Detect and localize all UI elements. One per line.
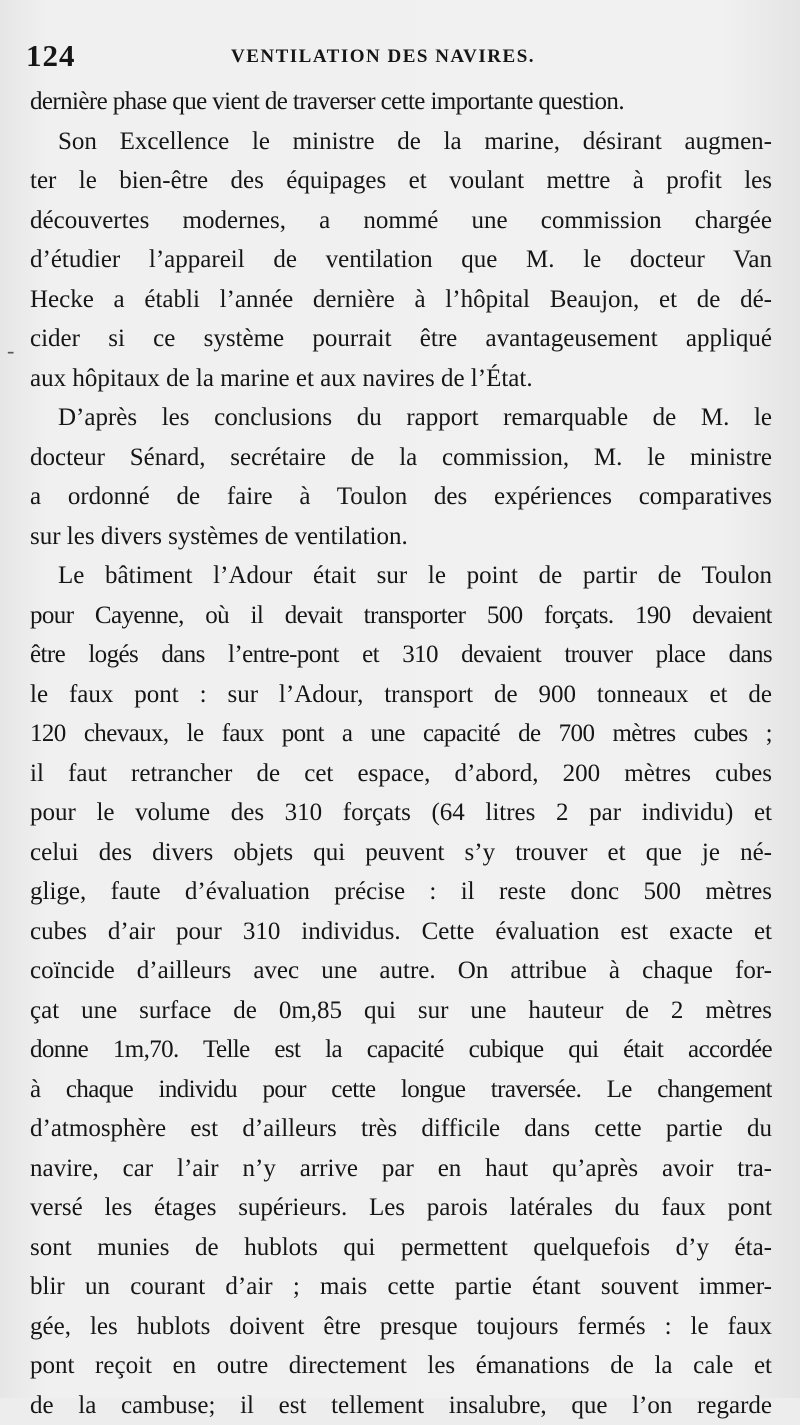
text-line: d’étudier l’appareil de ventilation que M. le docteur Van: [30, 240, 772, 280]
text-line: aux hôpitaux de la marine et aux navires de l’État.: [30, 359, 772, 399]
text-line: dernière phase que vient de traverser cette importante question.: [30, 82, 772, 122]
text-line: cider si ce système pourrait être avantageusement appliqué: [30, 319, 772, 359]
text-line: cubes d’air pour 310 individus. Cette évaluation est exacte et: [30, 912, 772, 952]
text-line: de la cambuse; il est tellement insalubre, que l’on regarde: [30, 1386, 772, 1425]
text-line: 120 chevaux, le faux pont a une capacité de 700 mètres cubes ;: [30, 714, 772, 754]
page-number: 124: [26, 38, 76, 74]
text-line: pour le volume des 310 forçats (64 litres 2 par individu) et: [30, 793, 772, 833]
text-line: Hecke a établi l’année dernière à l’hôpital Beaujon, et de dé-: [30, 280, 772, 320]
text-line: ter le bien-être des équipages et voulant mettre à profit les: [30, 161, 772, 201]
text-line: blir un courant d’air ; mais cette partie étant souvent immer-: [30, 1267, 772, 1307]
text-line: le faux pont : sur l’Adour, transport de 900 tonneaux et de: [30, 675, 772, 715]
text-line: glige, faute d’évaluation précise : il reste donc 500 mètres: [30, 872, 772, 912]
text-line: pour Cayenne, où il devait transporter 500 forçats. 190 devaient: [30, 596, 772, 636]
text-line: Le bâtiment l’Adour était sur le point de partir de Toulon: [30, 556, 772, 596]
text-line: a ordonné de faire à Toulon des expériences comparatives: [30, 477, 772, 517]
text-line: coïncide d’ailleurs avec une autre. On attribue à chaque for-: [30, 951, 772, 991]
text-line: d’atmosphère est d’ailleurs très difficile dans cette partie du: [30, 1109, 772, 1149]
text-line: versé les étages supérieurs. Les parois latérales du faux pont: [30, 1188, 772, 1228]
text-line: donne 1m,70. Telle est la capacité cubique qui était accordée: [30, 1030, 772, 1070]
margin-mark: -: [7, 338, 14, 364]
text-line: celui des divers objets qui peuvent s’y trouver et que je né-: [30, 833, 772, 873]
text-line: pont reçoit en outre directement les émanations de la cale et: [30, 1346, 772, 1386]
text-line: navire, car l’air n’y arrive par en haut qu’après avoir tra-: [30, 1149, 772, 1189]
text-line: il faut retrancher de cet espace, d’abord, 200 mètres cubes: [30, 754, 772, 794]
text-line: docteur Sénard, secrétaire de la commission, M. le ministre: [30, 438, 772, 478]
text-line: découvertes modernes, a nommé une commission chargée: [30, 201, 772, 241]
text-line: gée, les hublots doivent être presque toujours fermés : le faux: [30, 1307, 772, 1347]
text-line: à chaque individu pour cette longue traversée. Le changement: [30, 1070, 772, 1110]
running-title: VENTILATION DES NAVIRES.: [231, 46, 535, 68]
text-line: être logés dans l’entre-pont et 310 devaient trouver place dans: [30, 635, 772, 675]
text-line: çat une surface de 0m,85 qui sur une hauteur de 2 mètres: [30, 991, 772, 1031]
page-header: [26, 38, 766, 78]
text-line: sont munies de hublots qui permettent quelquefois d’y éta-: [30, 1228, 772, 1268]
body-text: [30, 82, 772, 1425]
text-line: sur les divers systèmes de ventilation.: [30, 517, 772, 557]
text-line: D’après les conclusions du rapport remarquable de M. le: [30, 398, 772, 438]
text-line: Son Excellence le ministre de la marine, désirant augmen-: [30, 122, 772, 162]
